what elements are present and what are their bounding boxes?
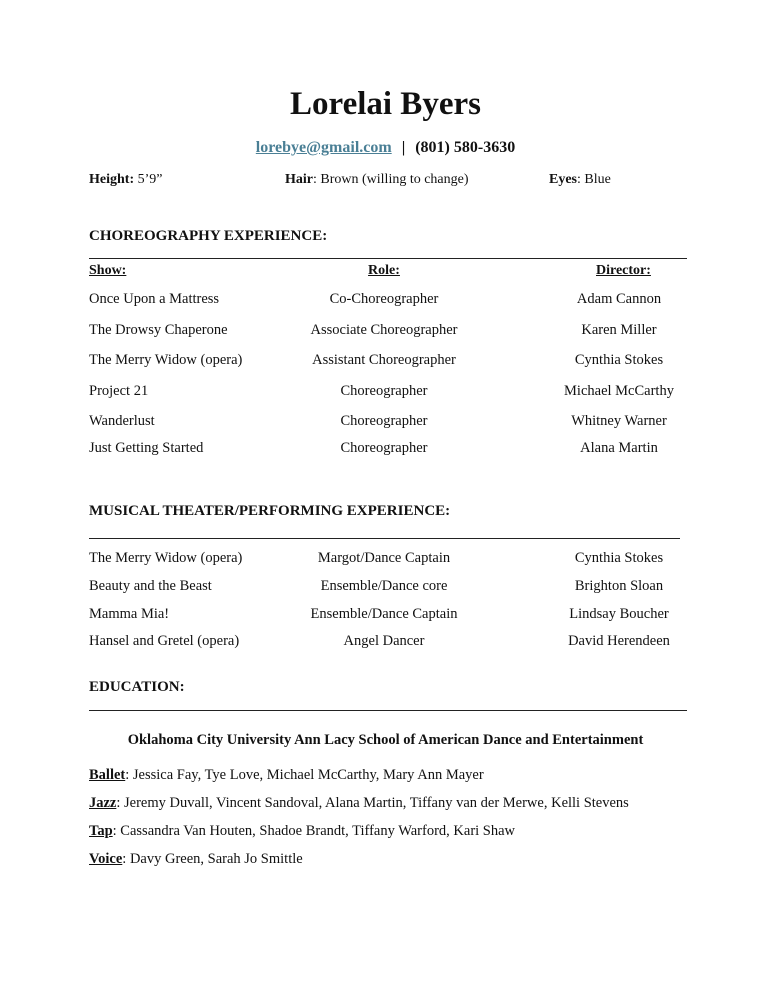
row-show: Project 21: [89, 383, 149, 399]
row-show: Just Getting Started: [89, 440, 204, 456]
hair-stat: Hair: Brown (willing to change): [285, 172, 469, 187]
row-role: Choreographer: [340, 413, 428, 429]
row-director: Cynthia Stokes: [574, 550, 664, 566]
performing-divider: [89, 538, 680, 539]
discipline-label: Voice: [89, 851, 123, 867]
row-show: Hansel and Gretel (opera): [89, 633, 240, 649]
row-director: David Herendeen: [568, 633, 670, 649]
contact-separator: |: [401, 139, 406, 156]
email-link[interactable]: lorebye@gmail.com: [255, 139, 392, 156]
row-director: Karen Miller: [581, 322, 657, 338]
row-director: Cynthia Stokes: [574, 352, 664, 368]
role-column-header: Role:: [368, 263, 400, 278]
row-show: The Merry Widow (opera): [89, 352, 243, 368]
choreography-divider: [89, 258, 687, 259]
teacher-row: [89, 851, 303, 868]
row-show: The Drowsy Chaperone: [89, 322, 228, 338]
row-role: Margot/Dance Captain: [317, 550, 451, 566]
row-director: Brighton Sloan: [574, 578, 664, 594]
row-director: Michael McCarthy: [564, 383, 674, 399]
row-director: Whitney Warner: [571, 413, 667, 429]
teacher-row: [89, 823, 515, 840]
teacher-names: : Jeremy Duvall, Vincent Sandoval, Alana Martin, Tiffany van der Merwe, Kelli Stevens: [116, 795, 629, 811]
row-role: Ensemble/Dance Captain: [310, 606, 458, 622]
contact-line: [0, 139, 771, 157]
height-stat: Height: 5’9”: [89, 172, 163, 187]
row-show: Once Upon a Mattress: [89, 291, 220, 307]
row-role: Angel Dancer: [343, 633, 425, 649]
row-role: Choreographer: [340, 440, 428, 456]
row-role: Co-Choreographer: [329, 291, 439, 307]
teacher-row: [89, 767, 484, 784]
row-role: Associate Choreographer: [310, 322, 458, 338]
row-director: Adam Cannon: [576, 291, 662, 307]
teacher-names: : Jessica Fay, Tye Love, Michael McCarthy, Mary Ann Mayer: [125, 767, 484, 783]
choreography-section-title: CHOREOGRAPHY EXPERIENCE:: [89, 228, 328, 244]
show-column-header: Show:: [89, 263, 127, 278]
row-role: Choreographer: [340, 383, 428, 399]
discipline-label: Ballet: [89, 767, 126, 783]
resume-name: Lorelai Byers: [290, 86, 481, 122]
row-role: Assistant Choreographer: [312, 352, 456, 368]
director-column-header: Director:: [596, 263, 651, 278]
row-show: The Merry Widow (opera): [89, 550, 243, 566]
discipline-label: Tap: [89, 823, 113, 839]
education-section-title: EDUCATION:: [89, 679, 185, 695]
discipline-label: Jazz: [89, 795, 117, 811]
row-director: Lindsay Boucher: [569, 606, 669, 622]
teacher-names: : Cassandra Van Houten, Shadoe Brandt, Tiffany Warford, Kari Shaw: [112, 823, 516, 839]
row-show: Beauty and the Beast: [89, 578, 212, 594]
row-role: Ensemble/Dance core: [320, 578, 448, 594]
education-divider: [89, 710, 687, 711]
teacher-names: : Davy Green, Sarah Jo Smittle: [122, 851, 303, 867]
phone-number: (801) 580-3630: [415, 139, 516, 156]
row-director: Alana Martin: [580, 440, 658, 456]
row-show: Mamma Mia!: [89, 606, 170, 622]
eyes-stat: Eyes: Blue: [549, 172, 611, 187]
performing-section-title: MUSICAL THEATER/PERFORMING EXPERIENCE:: [89, 503, 451, 519]
row-show: Wanderlust: [89, 413, 155, 429]
teacher-row: [89, 795, 629, 812]
school-name: Oklahoma City University Ann Lacy School of American Dance and Entertainment: [127, 732, 644, 748]
